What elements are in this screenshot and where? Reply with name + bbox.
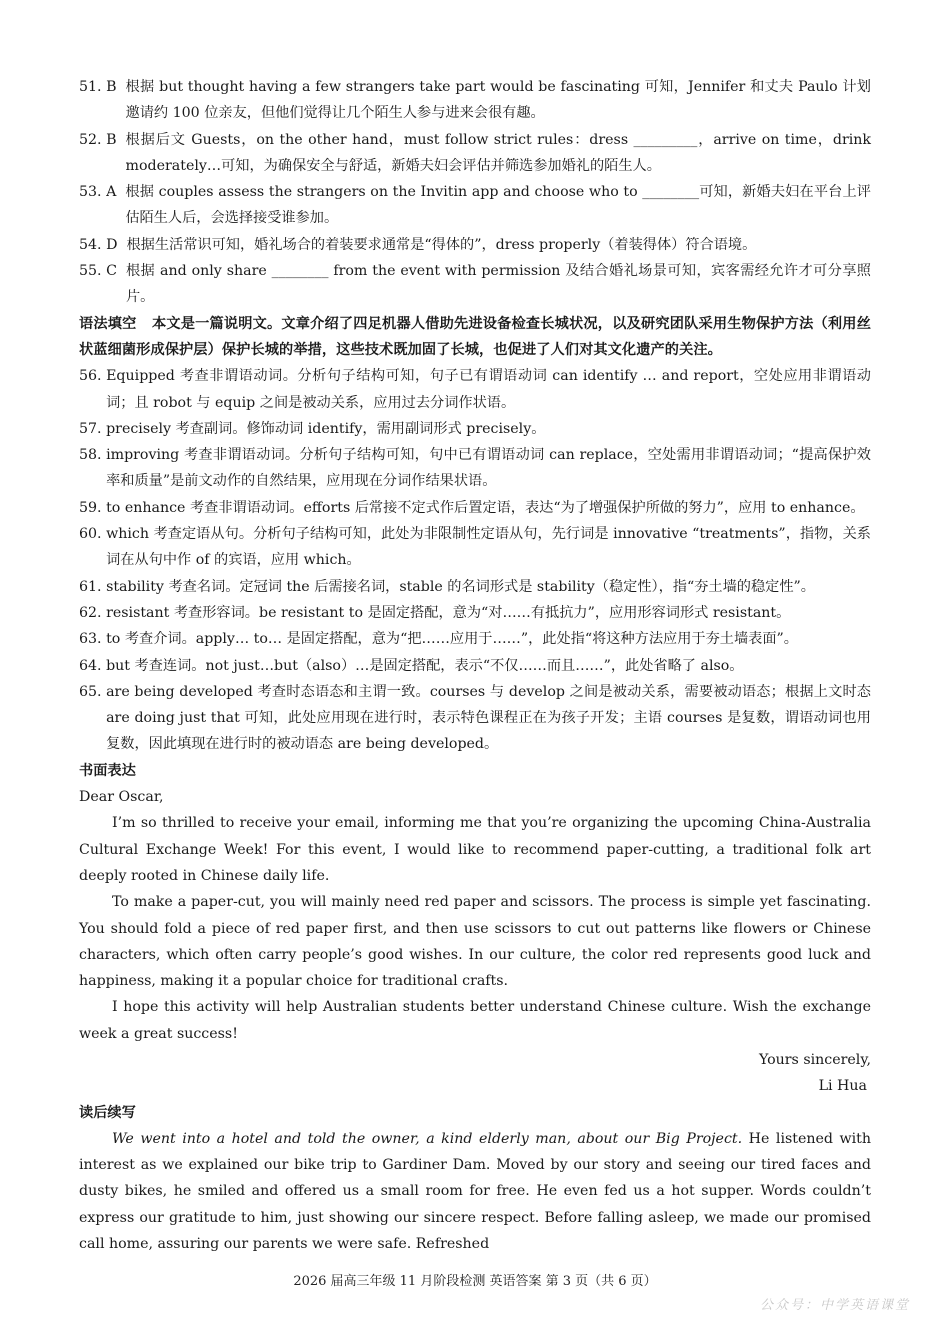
letter-paragraph: I hope this activity will help Australian students better understand Chinese culture. Wish the exchange week a great success!	[79, 999, 871, 1042]
answer-explanation: Equipped 考查非谓语动词。分析句子结构可知，句子已有谓语动词 can identify … and report，空处应用非谓语动词；且 robot 与 equip 之间是被动关系，应用过去分词作状语。	[106, 368, 871, 411]
grammar-intro-block	[79, 311, 871, 364]
answer-explanation: improving 考查非谓语动词。分析句子结构可知，句中已有谓语动词 can replace，空处需用非谓语动词；“提高保护效率和质量”是前文动作的自然结果，应用现在分词作结果状语。	[106, 447, 871, 490]
writing-section-title: 书面表达	[79, 762, 136, 779]
grammar-item	[79, 495, 871, 521]
grammar-section-title: 语法填空	[79, 315, 137, 332]
grammar-item	[79, 416, 871, 442]
answer-explanation: 根据 and only share ________ from the event with permission 及结合婚礼场景可知，宾客需经允许才可分享照片。	[125, 263, 871, 306]
letter-paragraph: To make a paper-cut, you will mainly need red paper and scissors. The process is simple yet fascinating. You should fold a piece of red paper first, and then use scissors to cut out patterns like flowers or Chinese characters, which often carry people’s good wishes. In our culture, the color red represents good luck and happiness, making it a popular choice for traditional crafts.	[79, 894, 871, 990]
continuation-section-title: 读后续写	[79, 1104, 136, 1121]
answer-item	[79, 258, 871, 311]
answer-explanation: but 考查连词。not just…but（also）…是固定搭配，表示“不仅……而且……”，此处省略了 also。	[106, 657, 744, 674]
answer-number: 54. D	[79, 236, 118, 253]
answers-section-a	[79, 74, 871, 311]
answer-number: 58.	[79, 447, 107, 464]
answer-number: 62.	[79, 604, 107, 621]
continuation-paragraph	[79, 1126, 871, 1257]
answer-number: 61.	[79, 578, 107, 595]
answer-item	[79, 179, 871, 232]
answer-number: 53. A	[79, 184, 117, 201]
answer-explanation: are being developed 考查时态语态和主谓一致。courses 与 develop 之间是被动关系，需要被动语态；根据上文时态 are doing just that 可知，此处应用现在进行时，表示特色课程正在为孩子开发；主语 courses 是复数，谓语动词也用复数，因此填现在进行时的被动语态 are being developed。	[106, 683, 871, 753]
letter-paragraph: I’m so thrilled to receive your email, informing me that you’re organizing the upcoming China-Australia Cultural Exchange Week! For this event, I would like to recommend paper-cutting, a traditional folk art deeply rooted in Chinese daily life.	[79, 815, 871, 884]
answer-explanation: which 考查定语从句。分析句子结构可知，此处为非限制性定语从句，先行词是 innovative “treatments”，指物，关系词在从句中作 of 的宾语，应用 which。	[106, 526, 871, 569]
answer-number: 63.	[79, 631, 107, 648]
answer-explanation: stability 考查名词。定冠词 the 后需接名词，stable 的名词形式是 stability（稳定性），指“夯土墙的稳定性”。	[106, 578, 815, 595]
grammar-item	[79, 442, 871, 495]
grammar-item	[79, 679, 871, 758]
answer-number: 56.	[79, 368, 107, 385]
answer-explanation: resistant 考查形容词。be resistant to 是固定搭配，意为“对……有抵抗力”，应用形容词形式 resistant。	[106, 604, 791, 621]
answer-item	[79, 74, 871, 127]
answer-explanation: precisely 考查副词。修饰动词 identify，需用副词形式 precisely。	[106, 420, 546, 437]
grammar-item	[79, 521, 871, 574]
letter-greeting: Dear Oscar,	[79, 789, 164, 806]
grammar-item	[79, 600, 871, 626]
answer-item	[79, 232, 871, 258]
grammar-item	[79, 626, 871, 652]
grammar-item	[79, 574, 871, 600]
answer-item	[79, 127, 871, 180]
answer-explanation: 根据生活常识可知，婚礼场合的着装要求通常是“得体的”，dress properly（着装得体）符合语境。	[126, 236, 757, 253]
answer-number: 60.	[79, 526, 107, 543]
answer-number: 57.	[79, 420, 107, 437]
answer-explanation: 根据后文 Guests，on the other hand，must follow strict rules：dress _________，arrive on time，drink moderately…可知，为确保安全与舒适，新婚夫妇会评估并筛选参加婚礼的陌生人。	[125, 131, 871, 174]
grammar-item	[79, 653, 871, 679]
answer-number: 51. B	[79, 79, 117, 95]
answer-page	[79, 74, 871, 1257]
answer-number: 59.	[79, 499, 107, 516]
grammar-answers	[79, 363, 871, 757]
answer-number: 55. C	[79, 263, 117, 280]
answer-number: 64.	[79, 657, 107, 674]
answer-explanation: 根据 but thought having a few strangers take part would be fascinating 可知，Jennifer 和丈夫 Paulo 计划邀请约 100 位亲友，但他们觉得让几个陌生人参与进来会很有趣。	[125, 79, 871, 122]
letter-signature: Li Hua	[818, 1078, 867, 1095]
answer-number: 52. B	[79, 131, 117, 148]
answer-explanation: to 考查介词。apply… to… 是固定搭配，意为“把……应用于……”，此处指“将这种方法应用于夯土墙表面”。	[106, 631, 798, 648]
answer-explanation: 根据 couples assess the strangers on the Invitin app and choose who to ________可知，新婚夫妇在平台上评估陌生人后，会选择接受谁参加。	[125, 184, 871, 227]
letter-closing: Yours sincerely,	[758, 1051, 871, 1068]
grammar-intro: 本文是一篇说明文。文章介绍了四足机器人借助先进设备检查长城状况，以及研究团队采用生物保护方法（利用丝状蓝细菌形成保护层）保护长城的举措，这些技术既加固了长城，也促进了人们对其文化遗产的关注。	[79, 315, 871, 358]
grammar-item	[79, 363, 871, 416]
watermark: 公众号：中学英语课堂	[759, 1298, 910, 1313]
answer-explanation: to enhance 考查非谓语动词。efforts 后常接不定式作后置定语，表达“为了增强保护所做的努力”，应用 to enhance。	[106, 499, 865, 516]
page-footer: 2026 届高三年级 11 月阶段检测 英语答案 第 3 页（共 6 页）	[293, 1274, 657, 1289]
answer-number: 65.	[79, 683, 107, 700]
continuation-lead: We went into a hotel and told the owner, a kind elderly man, about our Big Project.	[112, 1130, 743, 1147]
continuation-body: He listened with interest as we explained our bike trip to Gardiner Dam. Moved by our story and seeing our tired faces and dusty bikes, he smiled and offered us a small room for free. He even fed us a hot supper. Words couldn’t express our gratitude to him, just showing our sincere respect. Before falling asleep, we made our promised call home, assuring our parents we were safe. Refreshed	[79, 1130, 872, 1253]
